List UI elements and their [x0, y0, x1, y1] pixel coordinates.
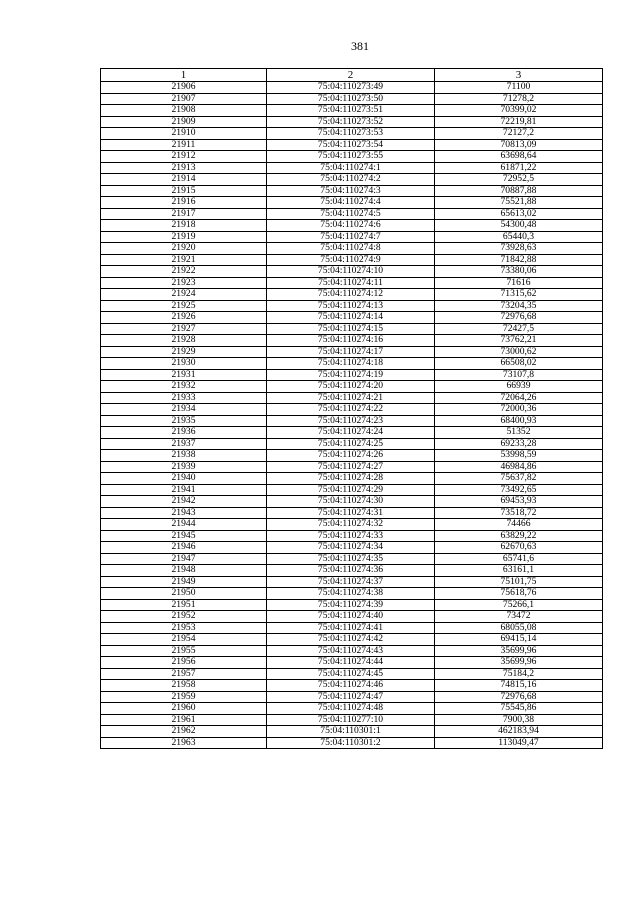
table-row [101, 507, 603, 519]
value-cell: 75101,75 [435, 576, 603, 588]
table-row [101, 151, 603, 163]
value-cell: 53998,59 [435, 450, 603, 462]
row-number-cell: 21959 [101, 691, 267, 703]
table-row [101, 243, 603, 255]
row-number-cell: 21925 [101, 300, 267, 312]
value-cell: 69453,93 [435, 496, 603, 508]
row-number-cell: 21926 [101, 312, 267, 324]
cadastral-number-cell: 75:04:110274:36 [267, 565, 435, 577]
value-cell: 75521,88 [435, 197, 603, 209]
value-cell: 71278,2 [435, 93, 603, 105]
table-row [101, 450, 603, 462]
cadastral-number-cell: 75:04:110274:1 [267, 162, 435, 174]
row-number-cell: 21938 [101, 450, 267, 462]
row-number-cell: 21955 [101, 645, 267, 657]
table-row [101, 358, 603, 370]
table-row [101, 427, 603, 439]
cadastral-number-cell: 75:04:110274:31 [267, 507, 435, 519]
row-number-cell: 21910 [101, 128, 267, 140]
value-cell: 73107,8 [435, 369, 603, 381]
value-cell: 70399,02 [435, 105, 603, 117]
row-number-cell: 21957 [101, 668, 267, 680]
row-number-cell: 21914 [101, 174, 267, 186]
cadastral-number-cell: 75:04:110274:7 [267, 231, 435, 243]
table-row [101, 254, 603, 266]
table-row [101, 197, 603, 209]
value-cell: 63161,1 [435, 565, 603, 577]
table-row [101, 392, 603, 404]
row-number-cell: 21921 [101, 254, 267, 266]
cadastral-number-cell: 75:04:110274:2 [267, 174, 435, 186]
table-row [101, 680, 603, 692]
cadastral-number-cell: 75:04:110274:45 [267, 668, 435, 680]
row-number-cell: 21940 [101, 473, 267, 485]
cadastral-number-cell: 75:04:110301:1 [267, 726, 435, 738]
table-row [101, 220, 603, 232]
cadastral-number-cell: 75:04:110274:6 [267, 220, 435, 232]
table-row [101, 415, 603, 427]
value-cell: 72127,2 [435, 128, 603, 140]
cadastral-number-cell: 75:04:110274:44 [267, 657, 435, 669]
value-cell: 75545,86 [435, 703, 603, 715]
row-number-cell: 21962 [101, 726, 267, 738]
value-cell: 46984,86 [435, 461, 603, 473]
value-cell: 72427,5 [435, 323, 603, 335]
value-cell: 68400,93 [435, 415, 603, 427]
cadastral-number-cell: 75:04:110273:51 [267, 105, 435, 117]
cadastral-number-cell: 75:04:110274:11 [267, 277, 435, 289]
table-row [101, 691, 603, 703]
cadastral-number-cell: 75:04:110274:46 [267, 680, 435, 692]
row-number-cell: 21935 [101, 415, 267, 427]
value-cell: 35699,96 [435, 645, 603, 657]
value-cell: 51352 [435, 427, 603, 439]
cadastral-number-cell: 75:04:110274:22 [267, 404, 435, 416]
table-row [101, 312, 603, 324]
row-number-cell: 21929 [101, 346, 267, 358]
value-cell: 113049,47 [435, 737, 603, 749]
cadastral-number-cell: 75:04:110274:40 [267, 611, 435, 623]
value-cell: 70887,88 [435, 185, 603, 197]
value-cell: 69415,14 [435, 634, 603, 646]
value-cell: 72219,81 [435, 116, 603, 128]
table-row [101, 300, 603, 312]
column-header-1: 1 [101, 69, 267, 82]
cadastral-number-cell: 75:04:110274:48 [267, 703, 435, 715]
page-number: 381 [351, 39, 369, 53]
value-cell: 63698,64 [435, 151, 603, 163]
value-cell: 66508,02 [435, 358, 603, 370]
header-row [101, 69, 603, 82]
row-number-cell: 21953 [101, 622, 267, 634]
row-number-cell: 21932 [101, 381, 267, 393]
cadastral-number-cell: 75:04:110274:17 [267, 346, 435, 358]
table-row [101, 714, 603, 726]
column-header-2: 2 [267, 69, 435, 82]
table-row [101, 576, 603, 588]
row-number-cell: 21942 [101, 496, 267, 508]
cadastral-number-cell: 75:04:110274:47 [267, 691, 435, 703]
cadastral-number-cell: 75:04:110274:33 [267, 530, 435, 542]
cadastral-number-cell: 75:04:110274:21 [267, 392, 435, 404]
value-cell: 73472 [435, 611, 603, 623]
row-number-cell: 21952 [101, 611, 267, 623]
row-number-cell: 21924 [101, 289, 267, 301]
cadastral-number-cell: 75:04:110274:42 [267, 634, 435, 646]
table-row [101, 484, 603, 496]
cadastral-number-cell: 75:04:110273:50 [267, 93, 435, 105]
row-number-cell: 21954 [101, 634, 267, 646]
table-row [101, 335, 603, 347]
value-cell: 74466 [435, 519, 603, 531]
table-row [101, 668, 603, 680]
row-number-cell: 21934 [101, 404, 267, 416]
table-row [101, 289, 603, 301]
cadastral-number-cell: 75:04:110274:41 [267, 622, 435, 634]
value-cell: 73762,21 [435, 335, 603, 347]
value-cell: 70813,09 [435, 139, 603, 151]
row-number-cell: 21948 [101, 565, 267, 577]
value-cell: 65741,6 [435, 553, 603, 565]
value-cell: 63829,22 [435, 530, 603, 542]
table-row [101, 346, 603, 358]
row-number-cell: 21951 [101, 599, 267, 611]
cadastral-number-cell: 75:04:110274:39 [267, 599, 435, 611]
cadastral-number-cell: 75:04:110274:43 [267, 645, 435, 657]
row-number-cell: 21911 [101, 139, 267, 151]
value-cell: 62670,63 [435, 542, 603, 554]
row-number-cell: 21927 [101, 323, 267, 335]
value-cell: 74815,16 [435, 680, 603, 692]
cadastral-number-cell: 75:04:110274:4 [267, 197, 435, 209]
value-cell: 75184,2 [435, 668, 603, 680]
table-row [101, 611, 603, 623]
row-number-cell: 21937 [101, 438, 267, 450]
cadastral-number-cell: 75:04:110301:2 [267, 737, 435, 749]
column-header-3: 3 [435, 69, 603, 82]
row-number-cell: 21956 [101, 657, 267, 669]
table-row [101, 277, 603, 289]
cadastral-number-cell: 75:04:110274:29 [267, 484, 435, 496]
table-row [101, 553, 603, 565]
value-cell: 71616 [435, 277, 603, 289]
row-number-cell: 21933 [101, 392, 267, 404]
value-cell: 68055,08 [435, 622, 603, 634]
table-row [101, 657, 603, 669]
value-cell: 73928,63 [435, 243, 603, 255]
row-number-cell: 21917 [101, 208, 267, 220]
row-number-cell: 21907 [101, 93, 267, 105]
table-row [101, 369, 603, 381]
cadastral-number-cell: 75:04:110274:18 [267, 358, 435, 370]
table-row [101, 530, 603, 542]
row-number-cell: 21946 [101, 542, 267, 554]
row-number-cell: 21950 [101, 588, 267, 600]
cadastral-number-cell: 75:04:110274:30 [267, 496, 435, 508]
table-row [101, 266, 603, 278]
table-row [101, 185, 603, 197]
table-row [101, 622, 603, 634]
cadastral-number-cell: 75:04:110274:12 [267, 289, 435, 301]
row-number-cell: 21963 [101, 737, 267, 749]
table-row [101, 565, 603, 577]
value-cell: 73380,06 [435, 266, 603, 278]
row-number-cell: 21930 [101, 358, 267, 370]
table-row [101, 93, 603, 105]
table-row [101, 703, 603, 715]
table-row [101, 105, 603, 117]
cadastral-number-cell: 75:04:110274:3 [267, 185, 435, 197]
table-row [101, 231, 603, 243]
cadastral-number-cell: 75:04:110274:13 [267, 300, 435, 312]
cadastral-number-cell: 75:04:110274:16 [267, 335, 435, 347]
row-number-cell: 21944 [101, 519, 267, 531]
value-cell: 73204,35 [435, 300, 603, 312]
row-number-cell: 21913 [101, 162, 267, 174]
table-row [101, 139, 603, 151]
table-body [101, 82, 603, 749]
cadastral-number-cell: 75:04:110274:27 [267, 461, 435, 473]
value-cell: 71100 [435, 82, 603, 94]
cadastral-number-cell: 75:04:110273:55 [267, 151, 435, 163]
value-cell: 72064,26 [435, 392, 603, 404]
cadastral-number-cell: 75:04:110274:5 [267, 208, 435, 220]
value-cell: 69233,28 [435, 438, 603, 450]
cadastral-number-cell: 75:04:110274:20 [267, 381, 435, 393]
table-row [101, 116, 603, 128]
table-row [101, 645, 603, 657]
cadastral-number-cell: 75:04:110273:52 [267, 116, 435, 128]
table-row [101, 208, 603, 220]
table-row [101, 174, 603, 186]
cadastral-number-cell: 75:04:110274:28 [267, 473, 435, 485]
row-number-cell: 21958 [101, 680, 267, 692]
value-cell: 75618,76 [435, 588, 603, 600]
table-row [101, 438, 603, 450]
cadastral-number-cell: 75:04:110274:26 [267, 450, 435, 462]
cadastral-number-cell: 75:04:110274:10 [267, 266, 435, 278]
cadastral-number-cell: 75:04:110274:34 [267, 542, 435, 554]
value-cell: 75637,82 [435, 473, 603, 485]
cadastral-number-cell: 75:04:110274:37 [267, 576, 435, 588]
table-row [101, 519, 603, 531]
value-cell: 72976,68 [435, 691, 603, 703]
row-number-cell: 21943 [101, 507, 267, 519]
row-number-cell: 21936 [101, 427, 267, 439]
table-row [101, 473, 603, 485]
table-row [101, 404, 603, 416]
table-row [101, 599, 603, 611]
table-row [101, 634, 603, 646]
row-number-cell: 21906 [101, 82, 267, 94]
cadastral-number-cell: 75:04:110273:54 [267, 139, 435, 151]
value-cell: 72976,68 [435, 312, 603, 324]
row-number-cell: 21908 [101, 105, 267, 117]
value-cell: 462183,94 [435, 726, 603, 738]
row-number-cell: 21961 [101, 714, 267, 726]
row-number-cell: 21939 [101, 461, 267, 473]
cadastral-number-cell: 75:04:110274:25 [267, 438, 435, 450]
row-number-cell: 21912 [101, 151, 267, 163]
cadastral-number-cell: 75:04:110273:49 [267, 82, 435, 94]
table-header [101, 69, 603, 82]
value-cell: 65613,02 [435, 208, 603, 220]
table-row [101, 542, 603, 554]
cadastral-number-cell: 75:04:110274:19 [267, 369, 435, 381]
row-number-cell: 21949 [101, 576, 267, 588]
cadastral-number-cell: 75:04:110274:9 [267, 254, 435, 266]
cadastral-number-cell: 75:04:110274:15 [267, 323, 435, 335]
table-row [101, 737, 603, 749]
value-cell: 71315,62 [435, 289, 603, 301]
row-number-cell: 21960 [101, 703, 267, 715]
table-row [101, 162, 603, 174]
cadastral-number-cell: 75:04:110274:32 [267, 519, 435, 531]
cadastral-number-cell: 75:04:110274:38 [267, 588, 435, 600]
row-number-cell: 21928 [101, 335, 267, 347]
value-cell: 54300,48 [435, 220, 603, 232]
row-number-cell: 21945 [101, 530, 267, 542]
row-number-cell: 21918 [101, 220, 267, 232]
cadastral-number-cell: 75:04:110274:8 [267, 243, 435, 255]
value-cell: 73000,62 [435, 346, 603, 358]
row-number-cell: 21922 [101, 266, 267, 278]
cadastral-number-cell: 75:04:110277:10 [267, 714, 435, 726]
value-cell: 72952,5 [435, 174, 603, 186]
value-cell: 71842,88 [435, 254, 603, 266]
row-number-cell: 21920 [101, 243, 267, 255]
table-row [101, 588, 603, 600]
cadastral-number-cell: 75:04:110274:23 [267, 415, 435, 427]
row-number-cell: 21915 [101, 185, 267, 197]
table-row [101, 726, 603, 738]
table-row [101, 128, 603, 140]
row-number-cell: 21947 [101, 553, 267, 565]
cadastral-number-cell: 75:04:110274:35 [267, 553, 435, 565]
value-cell: 7900,38 [435, 714, 603, 726]
value-cell: 72000,36 [435, 404, 603, 416]
row-number-cell: 21923 [101, 277, 267, 289]
row-number-cell: 21909 [101, 116, 267, 128]
value-cell: 66939 [435, 381, 603, 393]
registry-table [100, 68, 603, 749]
cadastral-number-cell: 75:04:110273:53 [267, 128, 435, 140]
value-cell: 73492,65 [435, 484, 603, 496]
table-row [101, 496, 603, 508]
table-row [101, 323, 603, 335]
value-cell: 35699,96 [435, 657, 603, 669]
row-number-cell: 21919 [101, 231, 267, 243]
table-row [101, 381, 603, 393]
cadastral-number-cell: 75:04:110274:24 [267, 427, 435, 439]
value-cell: 65440,3 [435, 231, 603, 243]
table-row [101, 461, 603, 473]
value-cell: 75266,1 [435, 599, 603, 611]
value-cell: 73518,72 [435, 507, 603, 519]
row-number-cell: 21931 [101, 369, 267, 381]
row-number-cell: 21916 [101, 197, 267, 209]
table-row [101, 82, 603, 94]
value-cell: 61871,22 [435, 162, 603, 174]
row-number-cell: 21941 [101, 484, 267, 496]
cadastral-number-cell: 75:04:110274:14 [267, 312, 435, 324]
